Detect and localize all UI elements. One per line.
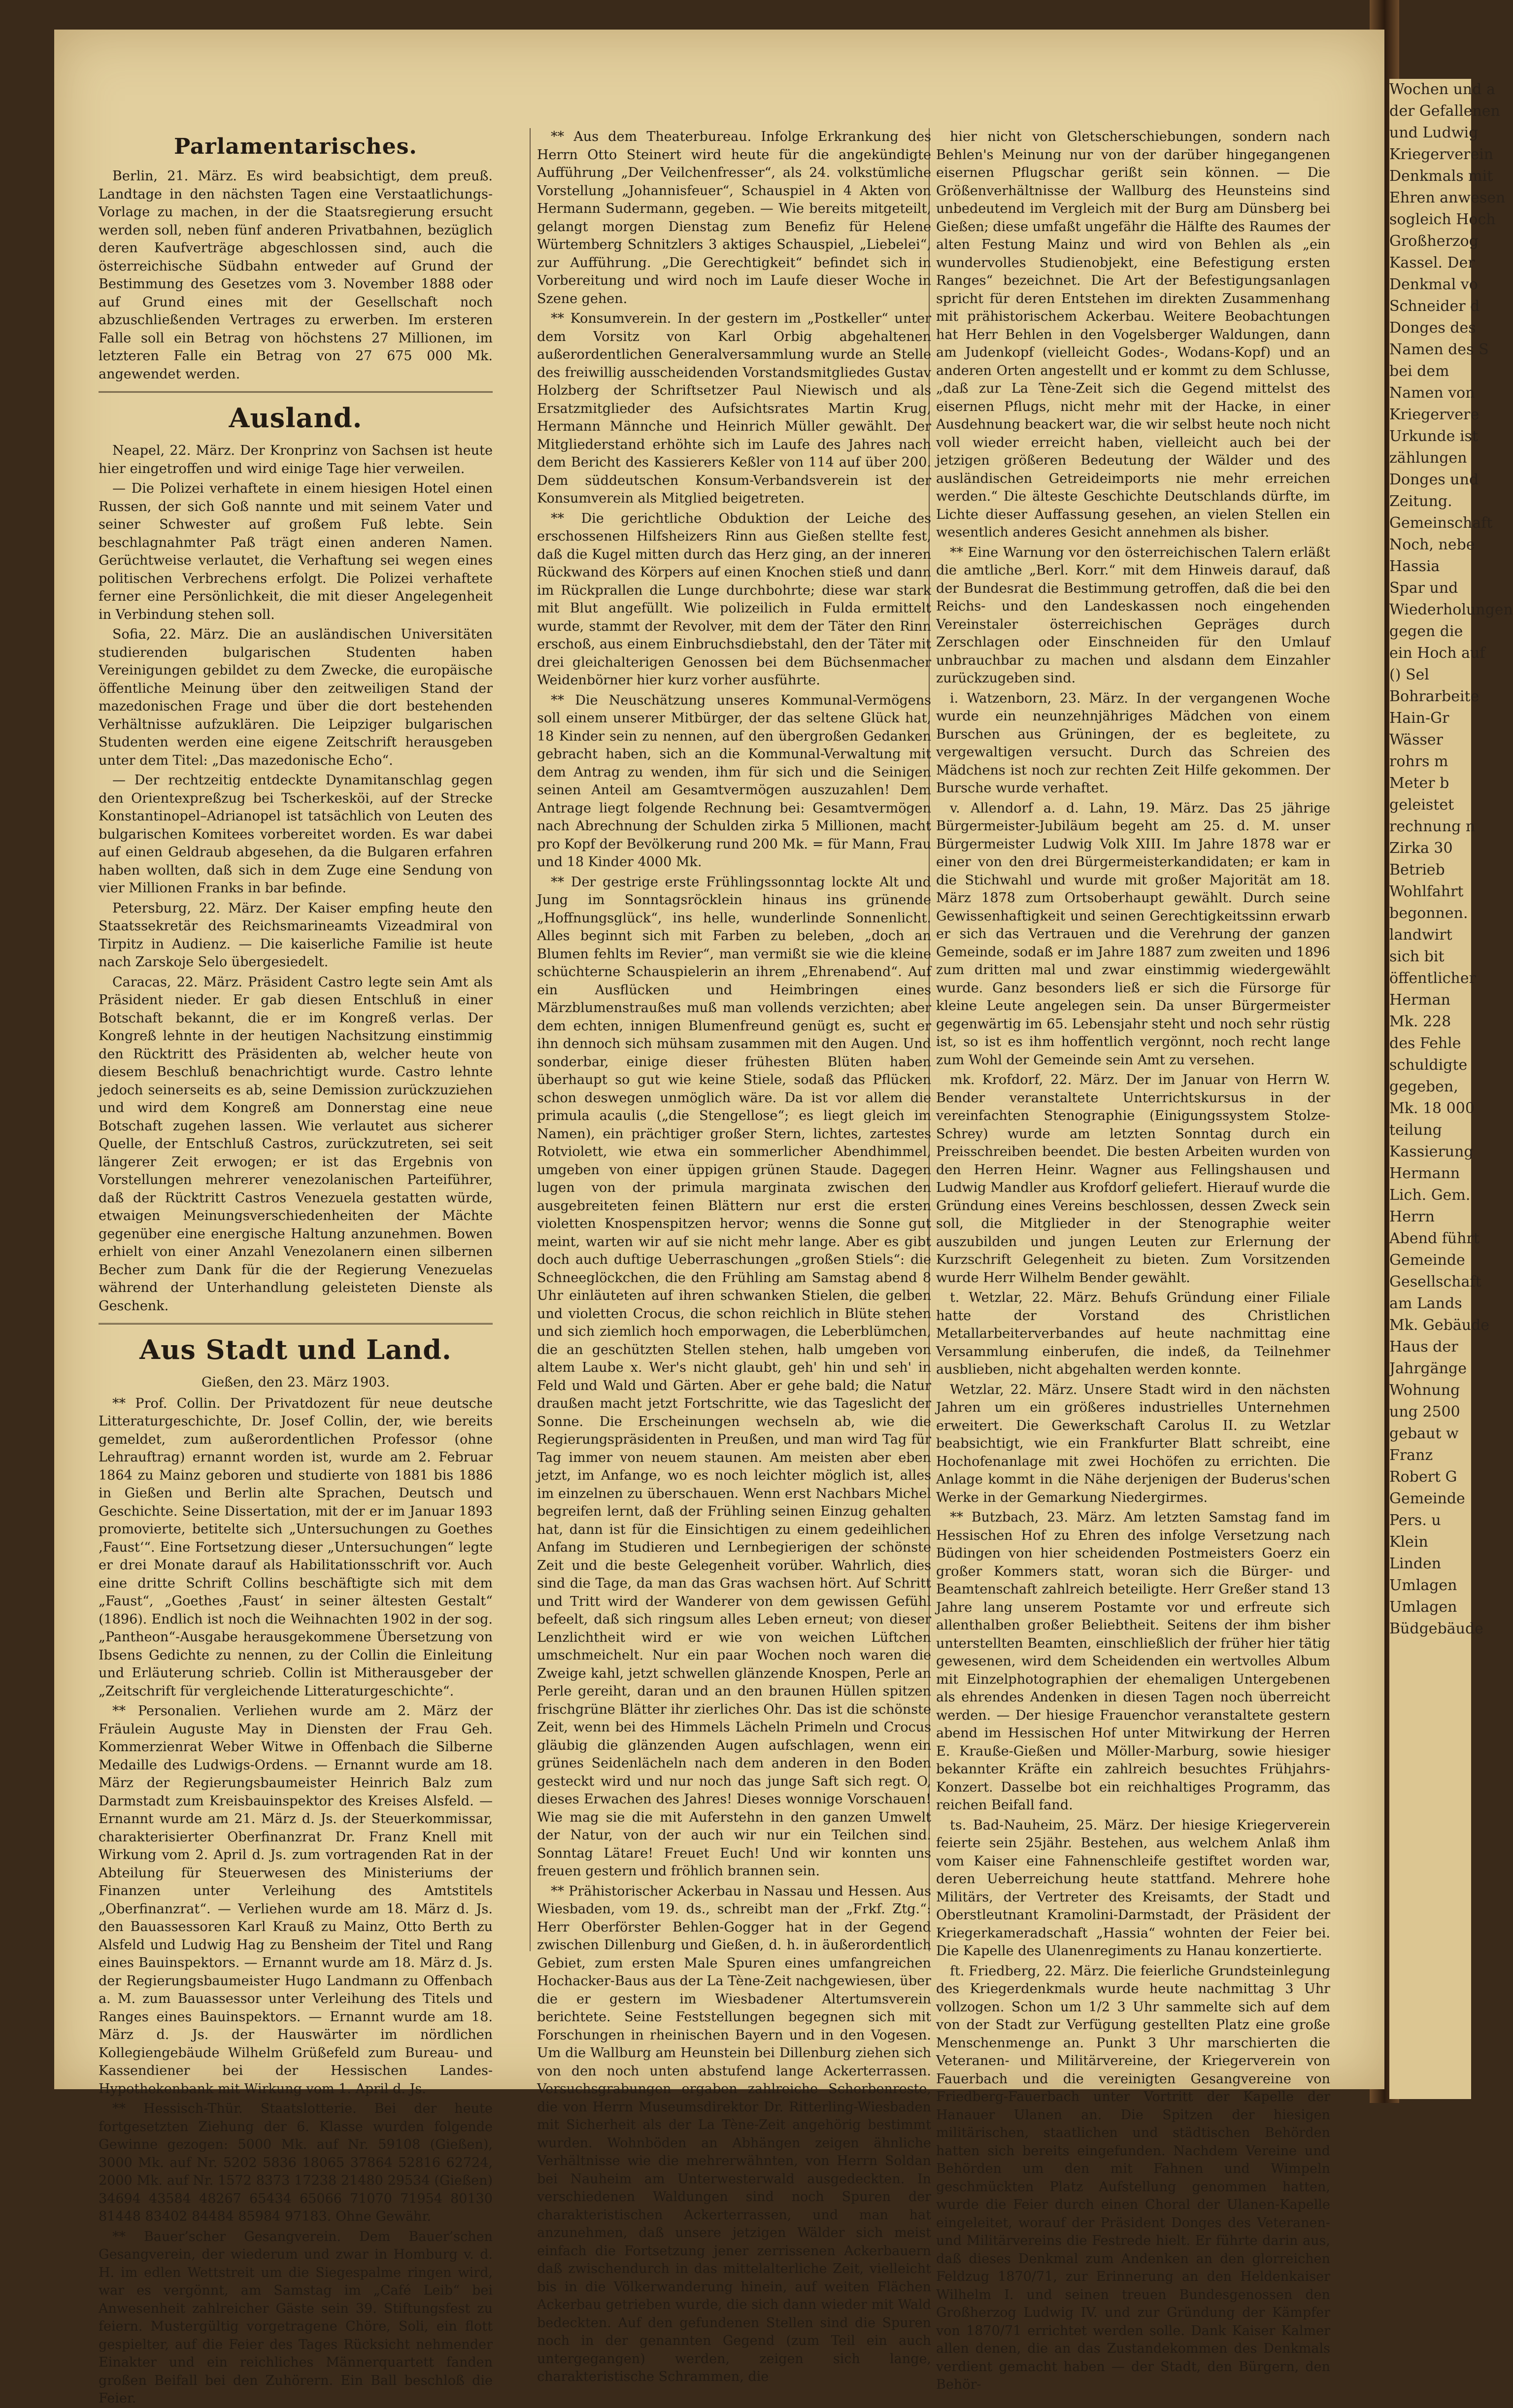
next-page-line: Mk. Gebäude (1389, 1317, 1490, 1334)
next-page-line: schuldigte (1389, 1056, 1468, 1074)
next-page-line: Jahrgänge (1389, 1360, 1467, 1377)
article: Sofia, 22. März. Die an ausländischen Universitäten studierenden bulgarischen Studenten haben Vereinigungen gebildet zu dem Zwecke, die europäische öffentliche Meinung über den zeitweiligen Stand der mazedonischen Frage und über die dort bestehenden Verhältnisse aufzuklären. Die Leipziger bulgarischen Studenten werden eine eigene Zeitschrift herausgeben unter dem Titel: „Das mazedonische Echo“. (99, 627, 493, 768)
next-page-line: Umlagen (1389, 1598, 1457, 1616)
article: ** Bauer’scher Gesangverein. Dem Bauer’schen Gesangverein, der wiederum und zwar in Homburg v. d. H. im edlen Wettstreit um die Siegespalme ringen wird, war es vergönnt, am Samstag im „Café Leib“ bei Anwesenheit zahlreicher Gäste sein 39. Stiftungsfest zu feiern. Mustergültig vorgetragene Chöre, Soli, ein flott gespielter, auf die Feier des Tages Rücksicht nehmender Einakter und ein reichliches Männerquartett fanden großen Beifall bei den Zuhörern. Ein Ball beschloß die Feier. (99, 2229, 493, 2406)
column-rule (530, 128, 531, 1951)
next-page-line: () Sel (1389, 666, 1429, 683)
next-page-line: sich bit (1389, 948, 1445, 965)
article: ** Hessisch-Thür. Staatslotterie. Bei der heute fortgesetzten Ziehung der 6. Klasse wurden folgende Gewinne gezogen: 5000 Mk. auf Nr. 59108 (Gießen), 3000 Mk. auf Nr. 5202 5836 18065 37864 52816 62724, 2000 Mk. auf Nr. 1572 8373 17238 21480 29534 (Gießen) 34694 43584 48267 65434 65066 71070 71954 80130 81448 83402 84484 85984 97183. Ohne Gewähr. (99, 2101, 493, 2224)
next-page-line: Zeitung. (1389, 493, 1452, 510)
next-page-line: Büdgebäude (1389, 1620, 1483, 1637)
next-page-line: Wohnung (1389, 1382, 1460, 1399)
article: ** Prähistorischer Ackerbau in Nassau und Hessen. Aus Wiesbaden, vom 19. ds., schreibt man der „Frkf. Ztg.“: Herr Oberförster Behlen-Gogger hat in der Gegend zwischen Dillenburg und Gießen, d. h. in äußerordentlich Gebiet, zum ersten Male Spuren eines umfangreichen Hochacker-Baus aus der La Tène-Zeit nachgewiesen, über die er gestern im Wiesbadener Altertumsverein berichtete. Seine Feststellungen begegnen sich mit Forschungen in rheinischen Bayern und in den Vogesen. Um die Wallburg am Heunstein bei Dillenburg ziehen sich von den noch unten abstufend lange Ackerterrassen. Versuchsgrabungen ergaben zahlreiche Scherbenreste, die von Herrn Museumsdirektor Dr. Ritterling-Wiesbaden mit Sicherheit als der La Tène-Zeit angehörig bestimmt wurden. Wohnböden an Abhängen zeigen ähnliche Verhältnisse wie die mehrerwähnten, von Herrn Soldan bei Nauheim am Unterwesterwald ausgedeckten. In verschiedenen Waldungen sind noch Spuren der charakteristischen Ackerterrassen, und man hat anzunehmen, daß unsere jetzigen Wälder sich meist einfach die Fortsetzung jener zerrissenen Ackerbauern daß zwischendurch in das mittelalterliche Zeit, vielleicht bis in die Völkerwanderung hinein, auf weiten Flächen Ackerbau getrieben wurde, die sich dann wieder mit Wald bedeckten. Auf den gefundenen Stellen sind die Spuren noch in der genannten Gegend (zum Teil ein auch untergegangen) werden, zeigen sich lange, charakteristische Schrammen, die (537, 1883, 931, 2384)
next-page-edge (1389, 79, 1513, 2099)
next-page-line: öffentlicher (1389, 970, 1476, 987)
next-page-line: Robert G (1389, 1468, 1457, 1486)
next-page-line: Hermann (1389, 1165, 1460, 1182)
article: Wetzlar, 22. März. Unsere Stadt wird in den nächsten Jahren um ein größeres industrielles Unternehmen erweitert. Die Gewerkschaft Carolus II. zu Wetzlar beabsichtigt, wie ein Frankfurter Blatt schreibt, eine Hochofenanlage mit zwei Hochöfen zu errichten. Die Anlage kommt in die Nähe derjenigen der Buderus'schen Werke in der Gemarkung Niedergirmes. (936, 1382, 1330, 1505)
article: Neapel, 22. März. Der Kronprinz von Sachsen ist heute hier eingetroffen und wird einige Tage hier verweilen. (99, 443, 493, 476)
next-page-line: Urkunde ist (1389, 428, 1478, 445)
next-page-line: Klein (1389, 1533, 1428, 1551)
next-page-line: teilung (1389, 1121, 1442, 1139)
article: Caracas, 22. März. Präsident Castro legte sein Amt als Präsident nieder. Er gab diesen Entschluß in einer Botschaft bekannt, die er im Kongreß verlas. Der Kongreß lehnte in der heutigen Nachsitzung einstimmig den Rücktritt des Präsidenten ab, welcher heute von diesem Beschluß benachrichtigt wurde. Castro lehnte jedoch seinerseits es ab, seine Demission zurückzuziehen und wird dem Kongreß am Donnerstag eine neue Botschaft zugehen lassen. Wie verlautet aus sicherer Quelle, der Entschluß Castros, zurückzutreten, sei seit längerer Zeit erwogen; er ist das Ergebnis von Vorstellungen mehrerer venezolanischen Parteiführer, daß der Rücktritt Castros Venezuela gestatten würde, etwaigen Meinungsverschiedenheiten der Mächte gegenüber eine energische Haltung anzunehmen. Bowen erhielt von einer Anzahl Venezolanern einen silbernen Becher zum Dank für die der Regierung Venezuelas während der Unterhandlung geleisteten Dienste als Geschenk. (99, 974, 493, 1314)
article: ** Die Neuschätzung unseres Kommunal-Vermögens soll einem unserer Mitbürger, der das seltene Glück hat, 18 Kinder sein zu nennen, auf den übergroßen Gedanken gebracht haben, sich an die Kommunal-Verwaltung mit dem Antrag zu wenden, ihm für sich und die Seinigen seinen Anteil am Gesamtvermögen auszuzahlen! Dem Antrage liegt folgende Rechnung bei: Gesamtvermögen nach Abrechnung der Schulden zirka 5 Millionen, macht pro Kopf der Bevölkerung rund 200 Mk. = für Mann, Frau und 18 Kinder 4000 Mk. (537, 692, 931, 870)
column-2 (537, 128, 931, 2384)
dateline: Gießen, den 23. März 1903. (201, 1375, 390, 1390)
next-page-line: der Gefallenen (1389, 102, 1500, 120)
next-page-line: zählungen (1389, 449, 1467, 467)
next-page-line: rohrs m (1389, 753, 1448, 770)
next-page-line: ein Hoch auf (1389, 644, 1485, 662)
next-page-line: gegeben, (1389, 1078, 1458, 1095)
next-page-line: Mk. 18 000 (1389, 1100, 1475, 1117)
article: i. Watzenborn, 23. März. In der vergangenen Woche wurde ein neunzehnjähriges Mädchen von einem Burschen aus Grüningen, der es begleitete, zu vergewaltigen versucht. Durch das Schreien des Mädchens ist noch zur rechten Zeit Hilfe gekommen. Der Bursche wurde verhaftet. (936, 690, 1330, 796)
next-page-line: begonnen. (1389, 905, 1468, 922)
next-page-line: Kassel. Der (1389, 254, 1475, 271)
next-page-line: Umlagen (1389, 1577, 1457, 1594)
next-page-line: am Lands (1389, 1295, 1462, 1312)
article: ** Aus dem Theaterbureau. Infolge Erkrankung des Herrn Otto Steinert wird heute für die angekündigte Aufführung „Der Veilchenfresser“, als 24. volkstümliche Vorstellung „Johannisfeuer“, Schauspiel in 4 Akten von Hermann Sudermann, gegeben. — Wie bereits mitgeteilt, gelangt morgen Dienstag zum Benefiz für Helene Würtemberg Schnitzlers 3 aktiges Schauspiel, „Liebelei“, zur Aufführung. „Die Gerechtigkeit“ befindet sich in Vorbereitung und wird noch im Laufe dieser Woche in Szene gehen. (537, 129, 931, 306)
next-page-line: Gemeinde (1389, 1490, 1465, 1507)
column-1 (99, 128, 493, 2406)
next-page-line: Franz (1389, 1447, 1433, 1464)
article: ts. Bad-Nauheim, 25. März. Der hiesige Kriegerverein feierte sein 25jähr. Bestehen, aus welchem Anlaß ihm vom Kaiser eine Fahnenschleife gestiftet worden war, deren Ueberreichung heute stattfand. Mehrere hohe Militärs, der Vertreter des Kreisamts, der Stadt und Oberstleutnant Kramolini-Darmstadt, der Präsident der Kriegerkameradschaft „Hassia“ wohnten der Feier bei. Die Kapelle des Ulanenregiments zu Hanau konzertierte. (936, 1817, 1330, 1959)
article: v. Allendorf a. d. Lahn, 19. März. Das 25 jährige Bürgermeister-Jubiläum begeht am 25. d. M. unser Bürgermeister Ludwig Volk XIII. Im Jahre 1878 war er einer von den drei Bürgermeisterkandidaten; er kam in die Stichwahl und wurde mit großer Majorität am 18. März 1878 zum Ortsoberhaupt gewählt. Durch seine Gewissenhaftigkeit und seinen Gerechtigkeitssinn erwarb er sich das Vertrauen und die Verehrung der ganzen Gemeinde, sodaß er im Jahre 1887 zum zweiten und 1896 zum dritten mal und zwar einstimmig wiedergewählt wurde. Ganz besonders ließ er sich die Fürsorge für kleine Leute angelegen sein. Da unser Bürgermeister gegenwärtig im 65. Lebensjahr steht und noch sehr rüstig ist, so ist es ihm hoffentlich vergönnt, noch recht lange zum Wohl der Gemeinde sein Amt zu versehen. (936, 800, 1331, 1068)
next-page-line: Zirka 30 (1389, 840, 1453, 857)
article: ** Eine Warnung vor den österreichischen Talern erläßt die amtliche „Berl. Korr.“ mit dem Hinweis darauf, daß der Bundesrat die Bestimmung getroffen, daß die bei den Reichs- und den Landeskassen noch eingehenden Vereinstaler österreichischen Gepräges durch Zerschlagen oder Einschneiden für den Umlauf unbrauchbar zu machen und alsdann dem Einzahler zurückzugeben sind. (936, 544, 1330, 686)
article: ** Die gerichtliche Obduktion der Leiche des erschossenen Hilfsheizers Rinn aus Gießen stellte fest, daß die Kugel mitten durch das Herz ging, an der inneren Rückwand des Körpers auf einen Knochen stieß und dann im Rückprallen die Lunge durchbohrte; diese war stark mit Blut angefüllt. Wie polizeilich in Fulda ermittelt wurde, stammt der Revolver, mit dem der Täter den Rinn erschoß, aus einem Einbruchsdiebstahl, den der Täter mit drei gleichalterigen Genossen bei dem Büchsenmacher Weidenbörner hier kurz vorher ausführte. (537, 510, 931, 688)
next-page-line: ung 2500 (1389, 1403, 1460, 1421)
next-page-line: Abend führt (1389, 1230, 1479, 1247)
next-page-line: Kriegervere (1389, 406, 1479, 423)
next-page-line: Linden (1389, 1555, 1442, 1572)
next-page-line: landwirt (1389, 926, 1452, 944)
next-page-line: Hain-Gr (1389, 710, 1449, 727)
heading-ausland: Ausland. (229, 402, 363, 434)
article: ** Butzbach, 23. März. Am letzten Samstag fand im Hessischen Hof zu Ehren des infolge Versetzung nach Büdingen von hier scheidenden Postmeisters Goerz ein großer Kommers statt, woran sich die Bürger- und Beamtenschaft zahlreich beteiligte. Herr Greßer stand 13 Jahre lang unserem Postamte vor und erfreute sich allenthalben großer Beliebtheit. Seitens der ihm bisher unterstellten Beamten, einschließlich der früher hier tätig gewesenen, wird dem Scheidenden ein wertvolles Album mit Einzelphotographien der ehemaligen Untergebenen als ehrendes Andenken in diesen Tagen noch überreicht werden. — Der hiesige Frauenchor veranstaltete gestern abend im Hessischen Hof unter Mitwirkung der Herren E. Krauße-Gießen und Möller-Marburg, sowie hiesiger bekannter Kräfte ein zahlreich besuchtes Frühjahrs-Konzert. Dasselbe bot ein reichhaltiges Programm, das reichen Beifall fand. (936, 1510, 1330, 1813)
article: ** Der gestrige erste Frühlingssonntag lockte Alt und Jung im Sonntagsröcklein hinaus ins grünende „Hoffnungsglück“, ins helle, wunderlinde Sonnenlicht. Alles beginnt sich mit Farben zu beleben, „doch an Blumen fehlts im Revier“, man vermißt sie wie die kleine schüchterne Schauspielerin an ihrem „Ehrenabend“. Auf ein Ausflücken und Heimbringen eines Märzblumenstraußes muß man vollends verzichten; aber dem echten, innigen Blumenfreund genügt es, sucht er ihn dennoch sich mühsam zusammen mit den Augen. Und sonderbar, einige dieser frühesten Blüten haben überhaupt so gut wie keine Stiele, sodaß das Pflücken schon deswegen unmöglich wäre. Da ist vor allem die primula acaulis („die Stengellose“; es liegt gleich im Namen), ein prächtiger großer Stern, lichtes, zartestes Rotviolett, wie etwa ein sommerlicher Abendhimmel, umgeben von einer üppigen grünen Staude. Dagegen lugen von der primula marginata zwischen den ausgebreiteten feinen Blättern nur erst die ersten violetten Knospenspitzen hervor; wenns die Sonne gut meint, warten wir auf sie nicht mehr lange. Aber es gibt doch auch duftige Ueberraschungen „großen Stiels“: die Schneeglöckchen, die den Frühling am Samstag abend 8 Uhr einläuteten auf ihren schwanken Stielen, die gelben und violetten Crocus, die schon reichlich in Blüte stehen und sich ziemlich hoch emporwagen, die Leberblümchen, die an geschützten Stellen stehen, halb umgeben von altem Laube x. Wer's nicht glaubt, geh' hin und seh' in Feld und Wald und Gärten. Aber er gehe bald; die Natur draußen macht jetzt Fortschritte, wie das Tageslicht der Sonne. Die Erscheinungen wechseln ab, wie die Regierungspräsidenten in Preußen, und man wird Tag für Tag immer von neuem staunen. Am meisten aber eben jetzt, im Anfange, wo es noch leichter möglich ist, alles im einzelnen zu überschauen. Wenn erst Nachbars Michel begreifen lernt, daß der Frühling seinen Einzug gehalten hat, dann ist für die Einsichtigen zu einem gedeihlichen Anfang im Studieren und Lernbegierigen der schönste Zeit und die beste Gelegenheit vorüber. Wahrlich, dies sind die Tage, da man das Gras wachsen hört. Auf Schritt und Tritt wird der Wanderer von dem gewissen Gefühl befeelt, daß sich ringsum alles Leben erneut; von dieser Lenzlichtheit wird er wie von weichen Lüftchen umschmeichelt. Nur ein paar Wochen noch waren die Zweige kahl, jetzt schwellen glänzende Knospen, Perle an Perle gereiht, daran und an den braunen Hüllen spitzen frischgrüne Blätter ihr zierliches Ohr. Das ist die schönste Zeit, wenn bei des Himmels Lächeln Primeln und Crocus gläubig die glänzenden Augen aufschlagen, wenn ein grünes Seidenlächeln nach dem anderen in den Boden gesteckt wird und nur noch das junge Saft sich regt. O, dieses Erwachen des Jahres! Dieses wonnige Vorschauen! Wie mag sie die mit Auferstehn in den ganzen Umwelt der Natur, von der auch wir nur ein Teilchen sind. Sonntag Lätare! Freuet Euch! Und wir konnten uns freuen gestern und fröhlich brannen sein. (537, 874, 931, 1879)
next-page-line: Haus der (1389, 1338, 1458, 1356)
next-page-line: Ehren anwesen (1389, 189, 1506, 206)
next-page-line: Meter b (1389, 775, 1449, 792)
article: mk. Krofdorf, 22. März. Der im Januar von Herrn W. Bender veranstaltete Unterrichtskursus in der vereinfachten Stenographie (Einigungssystem Stolze-Schrey) wurde am letzten Sonntag durch ein Preisschreiben beendet. Die besten Arbeiten wurden von den Herren Heinr. Wagner aus Fellingshausen und Ludwig Mandler aus Krofdorf geliefert. Hierauf wurde die Gründung eines Vereins beschlossen, dessen Zweck sein soll, die Mitglieder in der Stenographie weiter auszubilden und jungen Leuten zur Erlernung der Kurzschrift Gelegenheit zu bieten. Zum Vorsitzenden wurde Herr Wilhelm Bender gewählt. (936, 1072, 1330, 1286)
next-page-line: Donges des (1389, 319, 1476, 337)
article: — Die Polizei verhaftete in einem hiesigen Hotel einen Russen, der sich Goß nannte und mit seinem Vater und seiner Schwester auf großem Fuß lebte. Sein beschlagnahmter Paß trägt einen anderen Namen. Gerüchtweise verlautet, die Verhaftung sei wegen eines politischen Verbrechens erfolgt. Die Polizei verhaftete ferner eine Persönlichkeit, die mit dieser Angelegenheit in Verbindung stehen soll. (99, 481, 493, 622)
next-page-line: Bohrarbeite (1389, 688, 1479, 705)
next-page-line: Großherzog (1389, 233, 1479, 250)
next-page-line: Lich. Gem. (1389, 1187, 1471, 1204)
next-page-line: Wohlfahrt (1389, 883, 1464, 900)
article: t. Wetzlar, 22. März. Behufs Gründung einer Filiale hatte der Vorstand des Christlichen Metallarbeiterverbandes auf heute nachmittag eine Versammlung einberufen, die indeß, da Teilnehmer ausblieben, nicht abgehalten werden konnte. (936, 1290, 1330, 1377)
next-page-line: Schneider d (1389, 298, 1480, 315)
heading-stadt-land: Aus Stadt und Land. (139, 1334, 452, 1365)
next-page-line: des Fehle (1389, 1035, 1461, 1052)
article: ** Konsumverein. In der gestern im „Postkeller“ unter dem Vorsitz von Karl Orbig abgehaltenen außerordentlichen Generalversammlung wurde an Stelle des freiwillig ausscheidenden Vorstandsmitgliedes Gustav Holzberg der Schriftsetzer Paul Niewisch und als Ersatzmitglieder des Aufsichtsrates Martin Krug, Hermann Männche und Heinrich Müller gewählt. Der Mitgliederstand erhöhte sich im Laufe des Jahres nach dem Bericht des Kassierers Keßler von 114 auf über 200. Dem süddeutschen Konsum-Verbandsverein ist der Konsumverein als Mitglied beigetreten. (537, 311, 931, 506)
next-page-line: sogleich Hoch (1389, 211, 1496, 228)
next-page-line: Kriegerverein (1389, 146, 1494, 163)
next-page-line: Denkmal vo (1389, 276, 1478, 293)
next-page-line: und Ludwig (1389, 124, 1479, 141)
article: Petersburg, 22. März. Der Kaiser empfing heute den Staatssekretär des Reichsmarineamts Vizeadmiral von Tirpitz in Audienz. — Die kaiserliche Familie ist heute nach Zarskoje Selo übergesiedelt. (99, 900, 493, 970)
next-page-line: Namen von (1389, 384, 1475, 402)
next-page-line: Wässer (1389, 731, 1443, 748)
next-page-line: geleistet (1389, 796, 1454, 814)
next-page-line: Kassierung (1389, 1143, 1474, 1160)
article: ** Personalien. Verliehen wurde am 2. März der Fräulein Auguste May in Diensten der Frau Geh. Kommerzienrat Weber Witwe in Offenbach die Silberne Medaille des Ludwigs-Ordens. — Ernannt wurde am 18. März der Regierungsbaumeister Heinrich Balz zum Darmstadt zum Kreisbauinspektor des Kreises Alsfeld. — Ernannt wurde am 21. März d. Js. der Steuerkommissar, charakterisierter Oberfinanzrat Dr. Franz Knell mit Wirkung vom 2. April d. Js. zum vortragenden Rat in der Abteilung für Steuerwesen des Ministeriums der Finanzen unter Verleihung des Amtstitels „Oberfinanzrat“. — Verliehen wurde am 18. März d. Js. den Bauassessoren Karl Krauß zu Mainz, Otto Berth zu Alsfeld und Ludwig Hag zu Bensheim der Titel und Rang eines Bauinspektors. — Ernannt wurde am 18. März d. Js. der Regierungsbaumeister Hugo Landmann zu Offenbach a. M. zum Bauassessor unter Verleihung des Titels und Ranges eines Bauinspektors. — Ernannt wurde am 18. März d. Js. der Hauswärter im nördlichen Kollegiengebäude Wilhelm Grüßefeld zum Bureau- und Kassendiener bei der Hessischen Landes-Hypothekenbank mit Wirkung vom 1. April d. Js. (99, 1703, 493, 2097)
separator (99, 1323, 493, 1324)
next-page-line: gebaut w (1389, 1425, 1459, 1442)
separator (99, 391, 493, 393)
next-page-line: Pers. u (1389, 1512, 1441, 1529)
next-page-line: Herrn (1389, 1208, 1435, 1225)
next-page-line: Namen des S (1389, 341, 1489, 358)
next-page-line: Denkmals mit (1389, 168, 1493, 185)
next-page-line: Hassia (1389, 558, 1440, 575)
next-page-line: Noch, nebe (1389, 536, 1475, 553)
next-page-line: Herman (1389, 991, 1450, 1009)
next-page-line: Wochen und a (1389, 81, 1495, 98)
next-page-line: Spar und (1389, 579, 1458, 597)
next-page-line: Wiederholungen (1389, 601, 1513, 618)
article: ** Prof. Collin. Der Privatdozent für neue deutsche Litteraturgeschichte, Dr. Josef Collin, der, wie bereits gemeldet, zum außerordentlichen Professor (ohne Lehrauftrag) ernannt worden ist, wurde am 2. Februar 1864 zu Mainz geboren und studierte von 1881 bis 1886 in Gießen und Berlin alte Sprachen, Deutsch und Geschichte. Seine Dissertation, mit der er im Januar 1893 promovierte, betitelte sich „Untersuchungen zu Goethes ‚Faust‘“. Eine Fortsetzung dieser „Untersuchungen“ legte er drei Monate darauf als Habilitationsschrift vor. Auch eine dritte Schrift Collins beschäftigte sich mit dem „Faust“, „Goethes ‚Faust‘ in seiner ältesten Gestalt“ (1896). Endlich ist noch die Weihnachten 1902 in der sog. „Pantheon“-Ausgabe herausgekommene Übersetzung von Ibsens Gedichte zu nennen, zu der Collin die Einleitung und Erläuterung schrieb. Collin ist Mitherausgeber der „Zeitschrift für vergleichende Litteraturgeschichte“. (99, 1395, 493, 1699)
article: Berlin, 21. März. Es wird beabsichtigt, dem preuß. Landtage in den nächsten Tagen eine Verstaatlichungs-Vorlage zu machen, in der die Staatsregierung ersucht werden soll, neben fünf anderen Privatbahnen, bezüglich deren Kaufverträge abgeschlossen sind, auch die österreichische Südbahn entweder auf Grund der Bestimmung des Gesetzes vom 3. November 1888 oder auf Grund eines mit der Gesellschaft noch abzuschließenden Vertrages zu erwerben. Im ersteren Falle soll ein Betrag von höchstens 27 Millionen, im letzteren Falle ein Betrag von 27 675 000 Mk. angewendet werden. (99, 169, 493, 382)
article: hier nicht von Gletscherschiebungen, sondern nach Behlen's Meinung nur von der darüber hingegangenen eisernen Pflugschar gerißt sein können. — Die Größenverhältnisse der Wallburg des Heunsteins sind unbedeutend im Vergleich mit der Burg am Dünsberg bei Gießen; diese umfaßt ungefähr die Hälfte des Raumes der alten Festung Mainz und wird von Behlen als „ein wundervolles Studienobjekt, eine Befestigung ersten Ranges“ bezeichnet. Die Art der Befestigungsanlagen spricht für deren Entstehen im direkten Zusammenhang mit prähistorischem Ackerbau. Weitere Beobachtungen hat Herr Behlen in den Vogelsberger Waldungen, dann am Judenkopf (vielleicht Godes-, Wodans-Kopf) und an anderen Orten angestellt und er kommt zu dem Schlusse, „daß zur La Tène-Zeit sich die Gegend mittelst des eisernen Pflugs, nicht mehr mit der Hacke, in einer Ausdehnung beackert war, die wir selbst heute noch nicht voll wieder erreicht haben, vielleicht auch bei der jetzigen größeren Bedeutung der Wälder und des ausländischen Getreideimports nie mehr erreichen werden.“ Die älteste Geschichte Deutschlands dürfte, im Lichte dieser Auffassung gesehen, an vielen Stellen ein wesentlich anderes Gesicht annehmen als bisher. (936, 129, 1330, 540)
next-page-line: Betrieb (1389, 861, 1445, 879)
heading-parlament: Parlamentarisches. (174, 134, 417, 159)
next-page-line: Gesellschaft (1389, 1273, 1481, 1290)
next-page-line: Gemeinschaft (1389, 514, 1493, 532)
next-page-line: Gemeinde (1389, 1252, 1465, 1269)
article: — Der rechtzeitig entdeckte Dynamitanschlag gegen den Orientexpreßzug bei Tscherkesköi, auf der Strecke Konstantinopel–Adrianopel ist tatsächlich von Leuten des bulgarischen Komitees vorbereitet worden. Es war dabei auf einen Geldraub abgesehen, da die Bulgaren erfahren haben wollten, daß sich in dem Zuge eine Sendung von vier Millionen Franks in bar befinde. (99, 773, 493, 896)
next-page-line: Donges und (1389, 471, 1479, 488)
next-page-line: gegen die (1389, 623, 1463, 640)
article: ft. Friedberg, 22. März. Die feierliche Grundsteinlegung des Kriegerdenkmals wurde heute nachmittag 3 Uhr vollzogen. Schon um 1/2 3 Uhr sammelte sich auf dem von der Stadt zur Verfügung gestellten Platz eine große Menschenmenge an. Punkt 3 Uhr marschierten die Veteranen- und Militärvereine, der Kriegerverein von Fauerbach und die vereinigten Gesangvereine von Friedberg-Fauerbach unter Vortritt der Kapelle der Hanauer Ulanen an. Die Spitzen der hiesigen militärischen, staatlichen und städtischen Behörden hatten sich bereits eingefunden. Nachdem Vereine und Behörden um den mit Fahnen und Wimpeln geschmückten Platz Aufstellung genommen hatten, wurde die Feier durch einen Choral der Ulanen-Kapelle eingeleitet, worauf der Präsident Donges des Veteranen- und Militärvereins die Festrede hielt. Er führte darin aus, daß dieses Denkmal zum Andenken an den glorreichen Feldzug 1870/71, zur Erinnerung an den Heldenkaiser Wilhelm I. und seinen treuen Bundesgenossen den Großherzog Ludwig IV. und zur Gründung der Kämpfer von 1870/71 errichtet werden solle. Dank Kaiser Kalmer allen denen, die an das Zustandekommen des Denkmals verdient gemacht haben — der Stadt, den Bürgern, den Behör- (936, 1963, 1330, 2392)
next-page-line: Mk. 228 (1389, 1013, 1451, 1030)
column-3 (936, 128, 1331, 2392)
next-page-line: rechnung n (1389, 818, 1476, 835)
next-page-line: bei dem (1389, 363, 1449, 380)
